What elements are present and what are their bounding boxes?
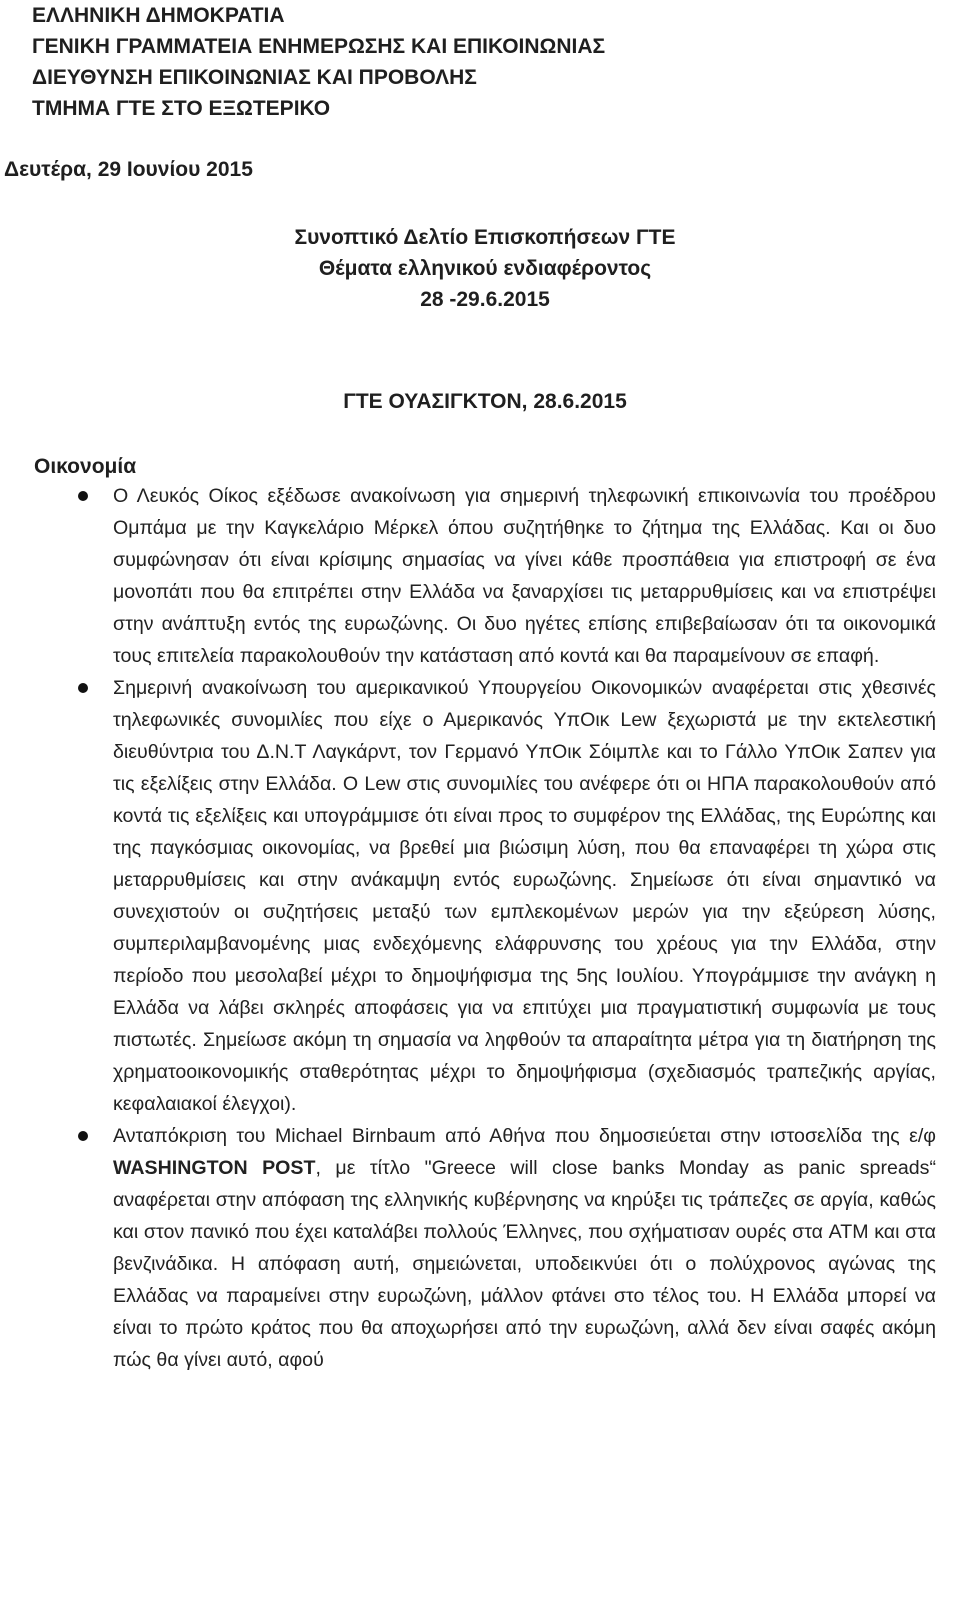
news-item-text-after: , με τίτλο "Greece will close banks Monday as panic spreads“ αναφέρεται στην απόφαση της ελληνικής κυβέρνησης να κηρύξει τις τράπεζες σε αργία, καθώς και στον πανικό που έχει καταλάβει πολλούς Έλληνες, που σχήματισαν ουρές στα ATM και στα βενζινάδικα. Η απόφαση αυτή, σημειώνεται, υποδεικνύει ότι ο πολύχρονος αγώνας της Ελλάδας να παραμείνει στην ευρωζώνη, μάλλον φτάνει στο τέλος του. Η Ελλάδα μπορεί να είναι το πρώτο κράτος που θα αποχωρήσει από την ευρωζώνη, αλλά δεν είναι σαφές ακόμη πώς θα γίνει αυτό, αφού <box>113 1157 936 1371</box>
section-heading-economy: Οικονομία <box>34 455 137 478</box>
news-item-text: Σημερινή ανακοίνωση του αμερικανικού Υπουργείου Οικονομικών αναφέρεται στις χθεσινές τηλεφωνικές συνομιλίες που είχε ο Αμερικανός ΥπΟικ Lew ξεχωριστά με την εκτελεστική διευθύντρια του Δ.Ν.Τ Λαγκάρντ, τον Γερμανό ΥπΟικ Σόιμπλε και το Γάλλο ΥπΟικ Σαπεν για τις εξελίξεις στην Ελλάδα. Ο Lew στις συνομιλίες του ανέφερε ότι οι ΗΠΑ παρακολουθούν από κοντά τις εξελίξεις και υπογράμμισε ότι είναι προς το συμφέρον της Ελλάδας, της Ευρώπης και της παγκόσμιας οικονομίας, να βρεθεί μια βιώσιμη λύση, που θα επαναφέρει τη χώρα στις μεταρρυθμίσεις και στην ανάκαμψη εντός ευρωζώνης. Σημείωσε ότι είναι σημαντικό να συνεχιστούν οι συζητήσεις μεταξύ των εμπλεκομένων μερών για την εξεύρεση λύσης, συμπεριλαμβανομένης μιας ενδεχόμενης ελάφρυνσης του χρέους για την Ελλάδα, στην περίοδο που μεσολαβεί μέχρι το δημοψήφισμα της 5ης Ιουλίου. Υπογράμμισε την ανάγκη η Ελλάδα να λάβει σκληρές αποφάσεις για να επιτύχει μια πραγματιστική συμφωνία με τους πιστωτές. Σημείωσε ακόμη τη σημασία να ληφθούν τα απαραίτητα μέτρα για τη διατήρηση της χρηματοοικονομικής σταθερότητας μέχρι το δημοψήφισμα (σχεδιασμός τραπεζικής αργίας, κεφαλαιακοί έλεγχοι). <box>113 677 936 1115</box>
title-date-range: 28 -29.6.2015 <box>420 288 550 311</box>
office-heading: ΓΤΕ ΟΥΑΣΙΓΚΤΟΝ, 28.6.2015 <box>343 390 627 413</box>
list-item <box>113 480 936 672</box>
list-item <box>113 1120 936 1376</box>
header-line: ΓΕΝΙΚΗ ΓΡΑΜΜΑΤΕΙΑ ΕΝΗΜΕΡΩΣΗΣ ΚΑΙ ΕΠΙΚΟΙΝΩΝΙΑΣ <box>32 35 606 58</box>
newspaper-name: WASHINGTON POST <box>113 1157 316 1179</box>
bullet-icon <box>78 1131 88 1141</box>
title-line: Θέματα ελληνικού ενδιαφέροντος <box>318 257 652 280</box>
bullet-icon <box>78 683 88 693</box>
bulletin-title <box>0 222 960 315</box>
news-item-list <box>0 480 960 1376</box>
news-item-text: Ο Λευκός Οίκος εξέδωσε ανακοίνωση για σημερινή τηλεφωνική επικοινωνία του προέδρου Ομπάμα με την Καγκελάριο Μέρκελ όπου συζητήθηκε το ζήτημα της Ελλάδας. Και οι δυο συμφώνησαν ότι είναι κρίσιμης σημασίας να γίνει κάθε προσπάθεια για επιστροφή σε ένα μονοπάτι που θα επιτρέπει στην Ελλάδα να ξαναρχίσει τις μεταρρυθμίσεις και να επιστρέψει στην ανάπτυξη εντός της ευρωζώνης. Οι δυο ηγέτες επίσης επιβεβαίωσαν ότι τα οικονομικά τους επιτελεία παρακολουθούν την κατάσταση από κοντά και θα παραμείνουν σε επαφή. <box>113 485 936 667</box>
title-line: Συνοπτικό Δελτίο Επισκοπήσεων ΓΤΕ <box>294 226 676 249</box>
header-line: ΔΙΕΥΘΥΝΣΗ ΕΠΙΚΟΙΝΩΝΙΑΣ ΚΑΙ ΠΡΟΒΟΛΗΣ <box>32 66 477 89</box>
header-line: ΕΛΛΗΝΙΚΗ ΔΗΜΟΚΡΑΤΙΑ <box>32 4 285 27</box>
list-item <box>113 672 936 1120</box>
ministry-header <box>32 0 605 124</box>
header-line: ΤΜΗΜΑ ΓΤΕ ΣΤΟ ΕΞΩΤΕΡΙΚΟ <box>32 97 331 120</box>
news-item-text-before: Ανταπόκριση του Michael Birnbaum από Αθήνα που δημοσιεύεται στην ιστοσελίδα της ε/φ <box>113 1125 936 1147</box>
document-date: Δευτέρα, 29 Ιουνίου 2015 <box>4 158 253 181</box>
bullet-icon <box>78 491 88 501</box>
